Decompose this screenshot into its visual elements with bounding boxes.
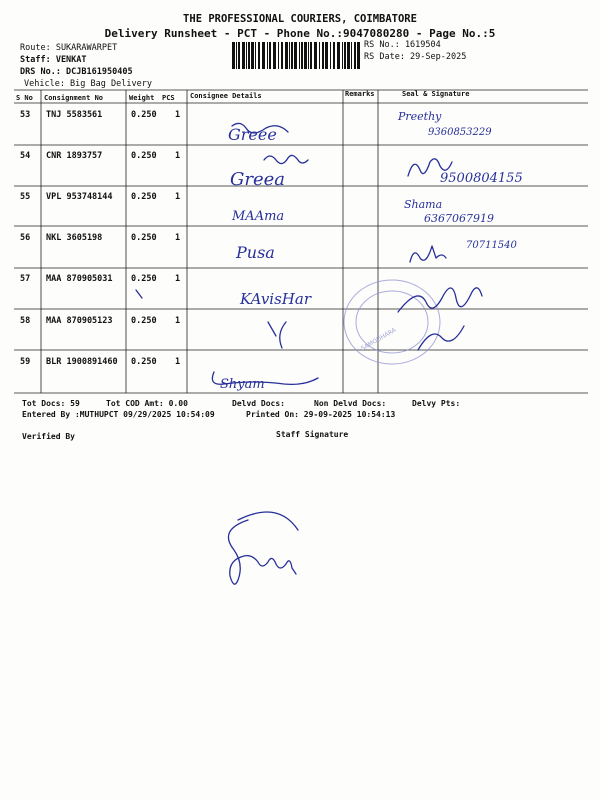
drs-label: DRS No.: DCJB161950405 — [20, 67, 133, 77]
staff-signature-label: Staff Signature — [276, 430, 349, 439]
delivery-stamp — [344, 280, 440, 364]
row-sno: 59 — [20, 357, 31, 367]
row55-signature: Shama — [404, 198, 443, 211]
tot-docs: Tot Docs: 59 — [22, 399, 80, 408]
row56-signature-scribble — [410, 246, 446, 262]
printed-on: Printed On: 29-09-2025 10:54:13 — [246, 410, 396, 419]
row-consignment: CNR 1893757 — [46, 151, 103, 161]
row54-handwritten-name: Greea — [230, 169, 286, 190]
row56-signature: 70711540 — [466, 240, 517, 251]
row-pcs: 1 — [175, 192, 181, 202]
non-delvd-docs: Non Delvd Docs: — [314, 399, 387, 408]
verified-by-label: Verified By — [22, 432, 75, 441]
row-sno: 55 — [20, 192, 31, 202]
tot-cod: Tot COD Amt: 0.00 — [106, 399, 188, 408]
row-sno: 56 — [20, 233, 31, 243]
verified-signature — [228, 512, 298, 584]
row-sno: 58 — [20, 316, 31, 326]
col-pcs-header: PCS — [162, 94, 175, 102]
row-sno: 53 — [20, 110, 31, 120]
row-consignment: BLR 1900891460 — [46, 357, 118, 367]
row-sno: 54 — [20, 151, 31, 161]
row-weight: 0.250 — [131, 357, 157, 367]
row-consignment: VPL 953748144 — [46, 192, 113, 202]
col-consignment-header: Consignment No — [44, 94, 104, 102]
row-weight: 0.250 — [131, 233, 157, 243]
row-consignment: MAA 870905031 — [46, 274, 113, 284]
route-label: Route: SUKARAWARPET — [20, 43, 118, 53]
row58-scribble — [268, 322, 286, 348]
row-consignment: MAA 870905123 — [46, 316, 113, 326]
entered-by: Entered By :MUTHUPCT 09/29/2025 10:54:09 — [22, 410, 215, 419]
row-weight: 0.250 — [131, 110, 157, 120]
col-sno-header: S No — [16, 94, 33, 102]
row-pcs: 1 — [175, 110, 181, 120]
row-pcs: 1 — [175, 233, 181, 243]
row53-handwritten-name: Greee — [228, 125, 277, 144]
col-remarks-header: Remarks — [345, 90, 375, 98]
row-pcs: 1 — [175, 151, 181, 161]
row-pcs: 1 — [175, 274, 181, 284]
row-pcs: 1 — [175, 357, 181, 367]
row-weight: 0.250 — [131, 316, 157, 326]
col-seal-header: Seal & Signature — [402, 90, 470, 98]
company-title: THE PROFESSIONAL COURIERS, COIMBATORE — [183, 13, 417, 25]
row55-handwritten-name: MAAma — [232, 209, 285, 224]
vehicle-label: Vehicle: Big Bag Delivery — [24, 79, 152, 89]
runsheet-title: Delivery Runsheet - PCT - Phone No.:9047080280 - Page No.:5 — [104, 27, 496, 40]
row-consignment: TNJ 5583561 — [46, 110, 103, 120]
row56-handwritten-name: Pusa — [236, 243, 275, 262]
row57-tick — [136, 290, 142, 298]
col-consignee-header: Consignee Details — [190, 92, 262, 100]
row-consignment: NKL 3605198 — [46, 233, 103, 243]
row-sno: 57 — [20, 274, 31, 284]
row-weight: 0.250 — [131, 192, 157, 202]
delvd-docs: Delvd Docs: — [232, 399, 285, 408]
row-weight: 0.250 — [131, 151, 157, 161]
rs-no-label: RS No.: 1619504 — [364, 40, 441, 50]
row55-phone: 6367067919 — [424, 212, 494, 225]
row54-signature: 9500804155 — [440, 171, 523, 186]
row53-signature: Preethy — [398, 110, 442, 123]
rs-date-label: RS Date: 29-Sep-2025 — [364, 52, 467, 62]
row54-scribble — [264, 155, 308, 163]
delvy-pts: Delvy Pts: — [412, 399, 461, 408]
row53-phone: 9360853229 — [428, 127, 492, 138]
row-weight: 0.250 — [131, 274, 157, 284]
stamp-text: SAMODHARA — [359, 326, 398, 353]
staff-label: Staff: VENKAT — [20, 55, 87, 65]
row-pcs: 1 — [175, 316, 181, 326]
row57-handwritten-name: KAvisHar — [240, 290, 311, 308]
col-weight-header: Weight — [129, 94, 155, 102]
row59-handwritten-name: Shyam — [220, 377, 265, 392]
